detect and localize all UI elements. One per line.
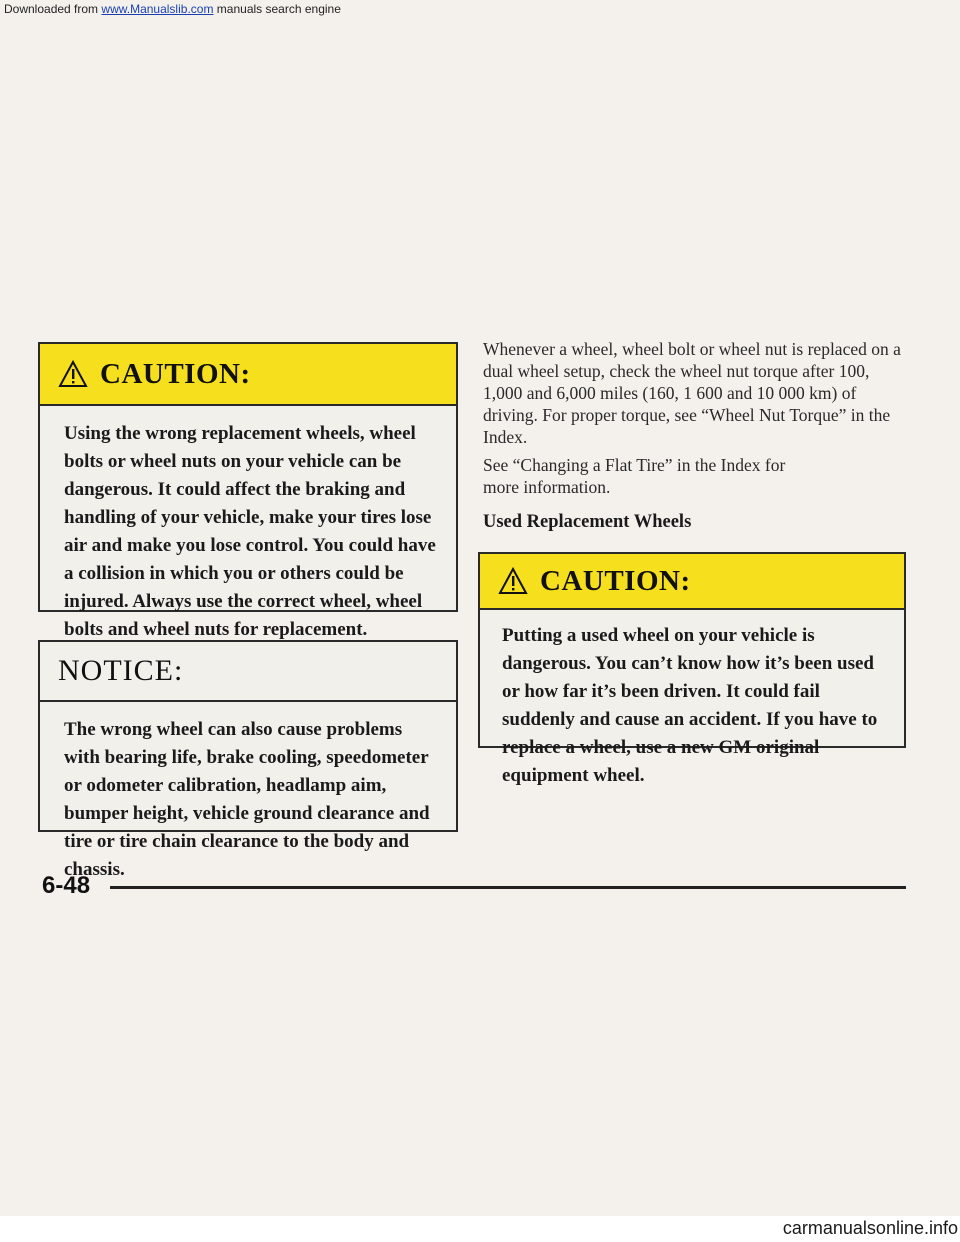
section-heading: Used Replacement Wheels [483, 512, 692, 532]
notice-text: The wrong wheel can also cause problems with bearing life, brake cooling, speedometer or odometer calibration, headlamp aim, bumper height, vehicle ground clearance and tire or tire chain clearance to the body and chassis. [64, 719, 430, 880]
banner-suffix: manuals search engine [216, 2, 341, 16]
caution-title: CAUTION: [540, 564, 691, 597]
notice-box [38, 640, 458, 880]
watermark-text: carmanualsonline.info [782, 1218, 958, 1238]
page-number: 6-48 [42, 872, 91, 899]
caution-header [40, 344, 456, 406]
banner-prefix: Downloaded from [4, 2, 99, 16]
download-banner [0, 0, 960, 18]
notice-title: NOTICE: [58, 654, 184, 687]
warning-triangle-icon [58, 360, 88, 388]
flat-tire-reference-paragraph: See “Changing a Flat Tire” in the Index for more information. [483, 455, 786, 497]
caution-box-used-wheels [478, 552, 906, 786]
caution-title: CAUTION: [100, 357, 251, 390]
caution-text: Using the wrong replacement wheels, wheel bolts or wheel nuts on your vehicle can be dangerous. It could affect the braking and handling of your vehicle, make your tires lose air and make you lose control. You could have a collision in which you or others could be injured. Always use the correct wheel, wheel bolts and wheel nuts for replacement. [64, 423, 436, 640]
watermark-footer [0, 1216, 960, 1242]
caution-header [480, 554, 904, 610]
manualslib-link[interactable]: www.Manualslib.com [101, 2, 214, 16]
warning-triangle-icon [498, 567, 528, 595]
caution-box-wheels [38, 342, 458, 640]
footer-rule [110, 886, 906, 889]
dual-wheel-torque-paragraph: Whenever a wheel, wheel bolt or wheel nut is replaced on a dual wheel setup, check the wheel nut torque after 100, 1,000 and 6,000 miles (160, 1 600 and 10 000 km) of driving. For proper torque, see “Wheel Nut Torque” in the Index. [483, 339, 901, 447]
caution-text: Putting a used wheel on your vehicle is dangerous. You can’t know how it’s been used or how far it’s been driven. It could fail suddenly and cause an accident. If you have to replace a wheel, use a new GM original equipment wheel. [502, 625, 878, 786]
notice-header [40, 642, 456, 702]
